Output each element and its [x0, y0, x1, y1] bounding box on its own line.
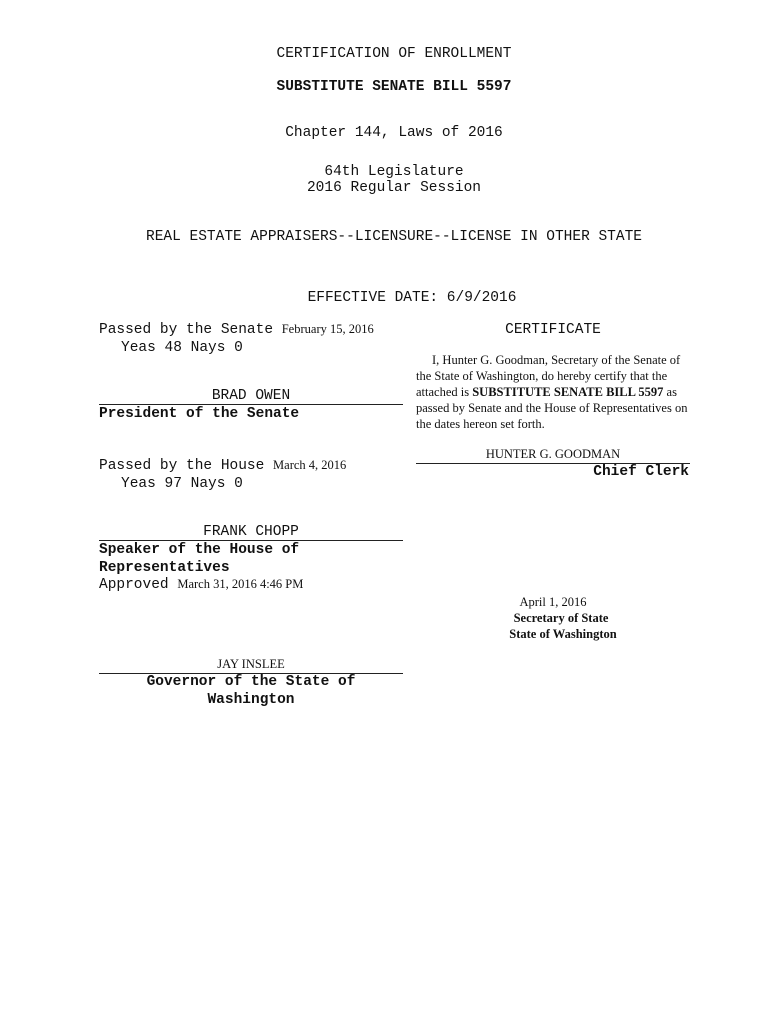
certificate-text-before: I, Hunter G. Goodman, Secretary of the Senate of the State of Washington, do hereby certify that the attached is [416, 353, 681, 399]
chapter-line: Chapter 144, Laws of 2016 [285, 125, 503, 141]
president-signature-line [99, 404, 403, 405]
certificate-heading: CERTIFICATE [505, 322, 601, 338]
senate-passed [99, 322, 374, 338]
approved-datetime: March 31, 2016 4:46 PM [177, 577, 304, 591]
house-votes: Yeas 97 Nays 0 [121, 476, 243, 492]
filing-state: State of Washington [509, 627, 617, 641]
certificate-text [416, 352, 696, 432]
subject-line: REAL ESTATE APPRAISERS--LICENSURE--LICENSE IN OTHER STATE [146, 229, 642, 245]
house-passed [99, 458, 346, 474]
senate-votes: Yeas 48 Nays 0 [121, 340, 243, 356]
approved [99, 577, 303, 593]
legislature-line: 64th Legislature [324, 164, 464, 180]
effective-date: EFFECTIVE DATE: 6/9/2016 [307, 290, 517, 306]
president-name: BRAD OWEN [211, 388, 291, 404]
house-passed-label: Passed by the House [99, 458, 265, 474]
speaker-title-line2: Representatives [99, 560, 230, 576]
approved-label: Approved [99, 577, 169, 593]
governor-title-line1: Governor of the State of [146, 674, 356, 690]
bill-title: SUBSTITUTE SENATE BILL 5597 [276, 79, 512, 95]
certificate-text-after: as passed by Senate and the House of Representatives on the dates hereon set forth. [416, 385, 688, 431]
house-passed-date: March 4, 2016 [273, 458, 347, 472]
senate-passed-label: Passed by the Senate [99, 322, 274, 338]
session-line: 2016 Regular Session [306, 180, 482, 196]
filing-office: Secretary of State [513, 611, 609, 625]
clerk-title: Chief Clerk [593, 464, 689, 480]
senate-passed-date: February 15, 2016 [281, 322, 374, 336]
governor-name: JAY INSLEE [217, 657, 285, 671]
speaker-signature-line [99, 540, 403, 541]
certificate-bill: SUBSTITUTE SENATE BILL 5597 [472, 385, 664, 399]
clerk-name: HUNTER G. GOODMAN [485, 447, 621, 461]
governor-title-line2: Washington [207, 692, 295, 708]
speaker-title-line1: Speaker of the House of [99, 542, 300, 558]
certification-heading: CERTIFICATION OF ENROLLMENT [276, 46, 512, 62]
president-title: President of the Senate [99, 406, 300, 422]
speaker-name: FRANK CHOPP [203, 524, 299, 540]
filing-date: April 1, 2016 [519, 595, 587, 609]
